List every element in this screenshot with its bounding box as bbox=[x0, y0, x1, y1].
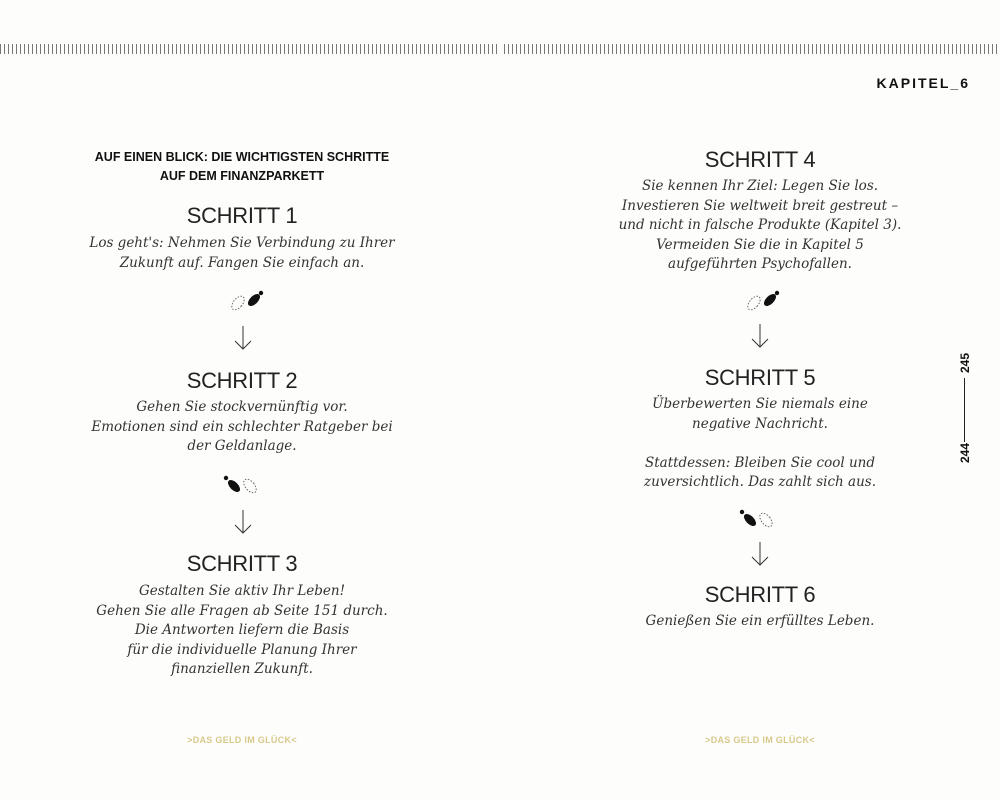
page-numbers bbox=[950, 350, 980, 470]
step-2-title: SCHRITT 2 bbox=[186, 368, 298, 393]
step-1-text: Los geht's: Nehmen Sie Verbindung zu Ihrer Zukunft auf. Fangen Sie einfach an. bbox=[89, 235, 395, 271]
arrow-down-icon bbox=[233, 324, 253, 352]
page-number-244: 244 bbox=[958, 442, 972, 464]
step-4-title: SCHRITT 4 bbox=[704, 147, 816, 172]
footer-title-left: >DAS GELD IM GLÜCK< bbox=[187, 735, 297, 745]
page-heading: AUF EINEN BLICK: DIE WICHTIGSTEN SCHRITTE AUF DEM FINANZPARKETT bbox=[94, 150, 390, 183]
page-number-245: 245 bbox=[958, 352, 972, 374]
step-4-text: Sie kennen Ihr Ziel: Legen Sie los. Investieren Sie weltweit breit gestreut – und nicht in falsche Produkte (Kapitel 3). Vermeiden Sie die in Kapitel 5 aufgeführten Psychofallen. bbox=[618, 178, 902, 272]
step-1-title: SCHRITT 1 bbox=[186, 203, 298, 228]
arrow-down-icon bbox=[750, 322, 770, 350]
step-6-title: SCHRITT 6 bbox=[704, 582, 816, 607]
step-5-title: SCHRITT 5 bbox=[704, 365, 816, 390]
footprints-icon bbox=[226, 288, 268, 314]
step-3-title: SCHRITT 3 bbox=[186, 551, 298, 576]
arrow-down-icon bbox=[233, 508, 253, 536]
footprints-icon bbox=[742, 288, 784, 314]
footer-title-right: >DAS GELD IM GLÜCK< bbox=[705, 735, 815, 745]
footprints-icon bbox=[220, 472, 262, 500]
step-3-text: Gestalten Sie aktiv Ihr Leben! Gehen Sie alle Fragen ab Seite 151 durch. Die Antworten liefern die Basis für die individuelle Planung Ihrer finanziellen Zukunft. bbox=[96, 583, 388, 677]
step-5-text: Überbewerten Sie niemals eine negative Nachricht. Stattdessen: Bleiben Sie cool und zuversichtlich. Das zahlt sich aus. bbox=[643, 396, 876, 490]
ruler-gap bbox=[498, 44, 504, 54]
chapter-label: KAPITEL_6 bbox=[876, 75, 970, 91]
step-2-text: Gehen Sie stockvernünftig vor. Emotionen sind ein schlechter Ratgeber bei der Geldanlage. bbox=[91, 399, 393, 454]
footprints-icon bbox=[736, 506, 778, 534]
step-6-text: Genießen Sie ein erfülltes Leben. bbox=[645, 613, 875, 629]
arrow-down-icon bbox=[750, 540, 770, 568]
page-number-divider bbox=[964, 378, 965, 442]
